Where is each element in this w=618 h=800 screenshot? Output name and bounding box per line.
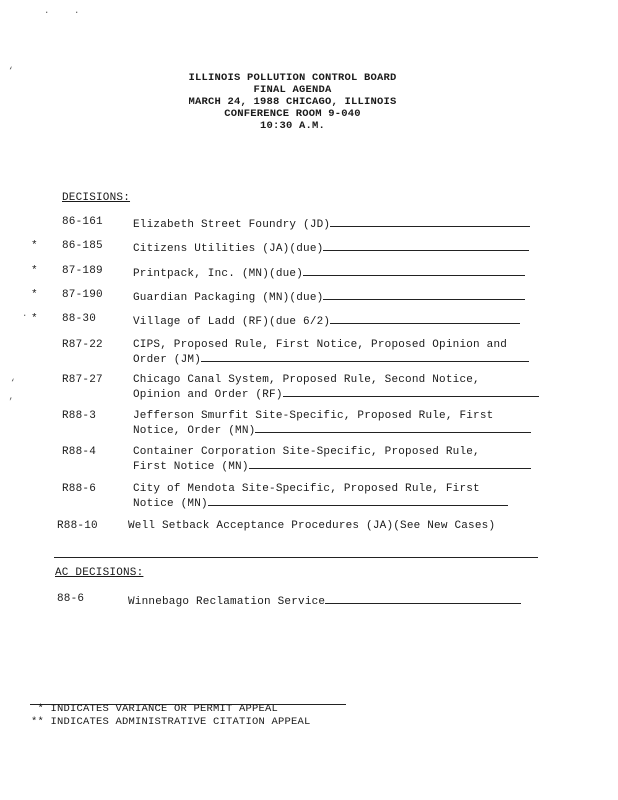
legend-text: INDICATES ADMINISTRATIVE CITATION APPEAL [50, 716, 311, 728]
header-org: ILLINOIS POLLUTION CONTROL BOARD [188, 72, 397, 84]
case-description [133, 289, 543, 304]
list-item [0, 339, 618, 369]
case-description [133, 374, 543, 401]
header-date-location: MARCH 24, 1988 CHICAGO, ILLINOIS [188, 96, 397, 108]
decisions-heading: DECISIONS: [62, 192, 131, 204]
scan-speck: ’ [8, 397, 14, 407]
signature-line [249, 458, 531, 469]
scan-speck: · [74, 8, 80, 18]
scan-speck: · [22, 311, 28, 321]
case-text-continued: Notice, Order (MN) [133, 425, 256, 437]
case-text: City of Mendota Site-Specific, Proposed Rule, First [133, 483, 480, 495]
case-description [133, 446, 543, 473]
case-text: Village of Ladd (RF)(due 6/2) [133, 316, 331, 328]
signature-line [255, 422, 531, 433]
case-number: 87-189 [62, 265, 103, 277]
header-time: 10:30 A.M. [259, 120, 325, 132]
list-item [0, 483, 618, 513]
case-text: Container Corporation Site-Specific, Proposed Rule, [133, 446, 480, 458]
scan-speck: ‘ [10, 378, 16, 388]
header-room: CONFERENCE ROOM 9-040 [224, 108, 361, 120]
star-marker: * [31, 240, 38, 252]
list-item [0, 374, 618, 404]
legend-text: INDICATES VARIANCE OR PERMIT APPEAL [50, 703, 279, 715]
agenda-header [150, 72, 435, 132]
star-marker: * [31, 313, 38, 325]
list-item [0, 520, 618, 550]
case-number: R87-22 [62, 339, 103, 351]
section-divider [54, 557, 538, 558]
scan-speck: · [44, 8, 50, 18]
list-item [0, 446, 618, 476]
list-item [0, 593, 618, 623]
case-description [133, 339, 543, 366]
signature-line [208, 495, 508, 506]
case-number: R88-4 [62, 446, 97, 458]
signature-line [330, 216, 530, 227]
case-text-continued: First Notice (MN) [133, 461, 249, 473]
case-text-continued: Opinion and Order (RF) [133, 389, 283, 401]
case-description [128, 520, 538, 532]
header-title: FINAL AGENDA [253, 84, 332, 96]
case-text: CIPS, Proposed Rule, First Notice, Proposed Opinion and [133, 339, 508, 351]
case-description [133, 216, 543, 231]
signature-line [323, 240, 529, 251]
case-number: 88-30 [62, 313, 97, 325]
case-number: R87-27 [62, 374, 103, 386]
case-number: 88-6 [57, 593, 85, 605]
case-number: 87-190 [62, 289, 103, 301]
signature-line [201, 351, 529, 362]
case-number: R88-6 [62, 483, 97, 495]
signature-line [303, 265, 525, 276]
star-marker: * [31, 289, 38, 301]
legend-mark: ** [30, 716, 44, 728]
case-description [133, 410, 543, 437]
ac-decisions-heading: AC DECISIONS: [55, 567, 144, 579]
case-text: Guardian Packaging (MN)(due) [133, 292, 324, 304]
case-text: Citizens Utilities (JA)(due) [133, 243, 324, 255]
legend-mark: * [37, 703, 44, 715]
case-text: Jefferson Smurfit Site-Specific, Proposed Rule, First [133, 410, 494, 422]
case-description [133, 483, 543, 510]
case-text: Printpack, Inc. (MN)(due) [133, 268, 304, 280]
list-item [0, 410, 618, 440]
signature-line [323, 289, 525, 300]
signature-line [325, 593, 521, 604]
case-text: Well Setback Acceptance Procedures (JA)(See New Cases) [128, 520, 496, 532]
case-description [128, 593, 538, 608]
case-text: Chicago Canal System, Proposed Rule, Second Notice, [133, 374, 480, 386]
signature-line [283, 386, 539, 397]
case-number: 86-185 [62, 240, 103, 252]
footer-legend-citation [22, 716, 311, 728]
case-text-continued: Order (JM) [133, 354, 202, 366]
footer-legend-variance [22, 703, 278, 715]
case-number: R88-3 [62, 410, 97, 422]
case-number: 86-161 [62, 216, 103, 228]
case-description [133, 313, 543, 328]
signature-line [330, 313, 520, 324]
case-description [133, 240, 543, 255]
case-text: Winnebago Reclamation Service [128, 596, 326, 608]
star-marker: * [31, 265, 38, 277]
case-text: Elizabeth Street Foundry (JD) [133, 219, 331, 231]
case-description [133, 265, 543, 280]
case-number: R88-10 [57, 520, 98, 532]
case-text-continued: Notice (MN) [133, 498, 208, 510]
scan-speck: ‘ [8, 66, 14, 76]
